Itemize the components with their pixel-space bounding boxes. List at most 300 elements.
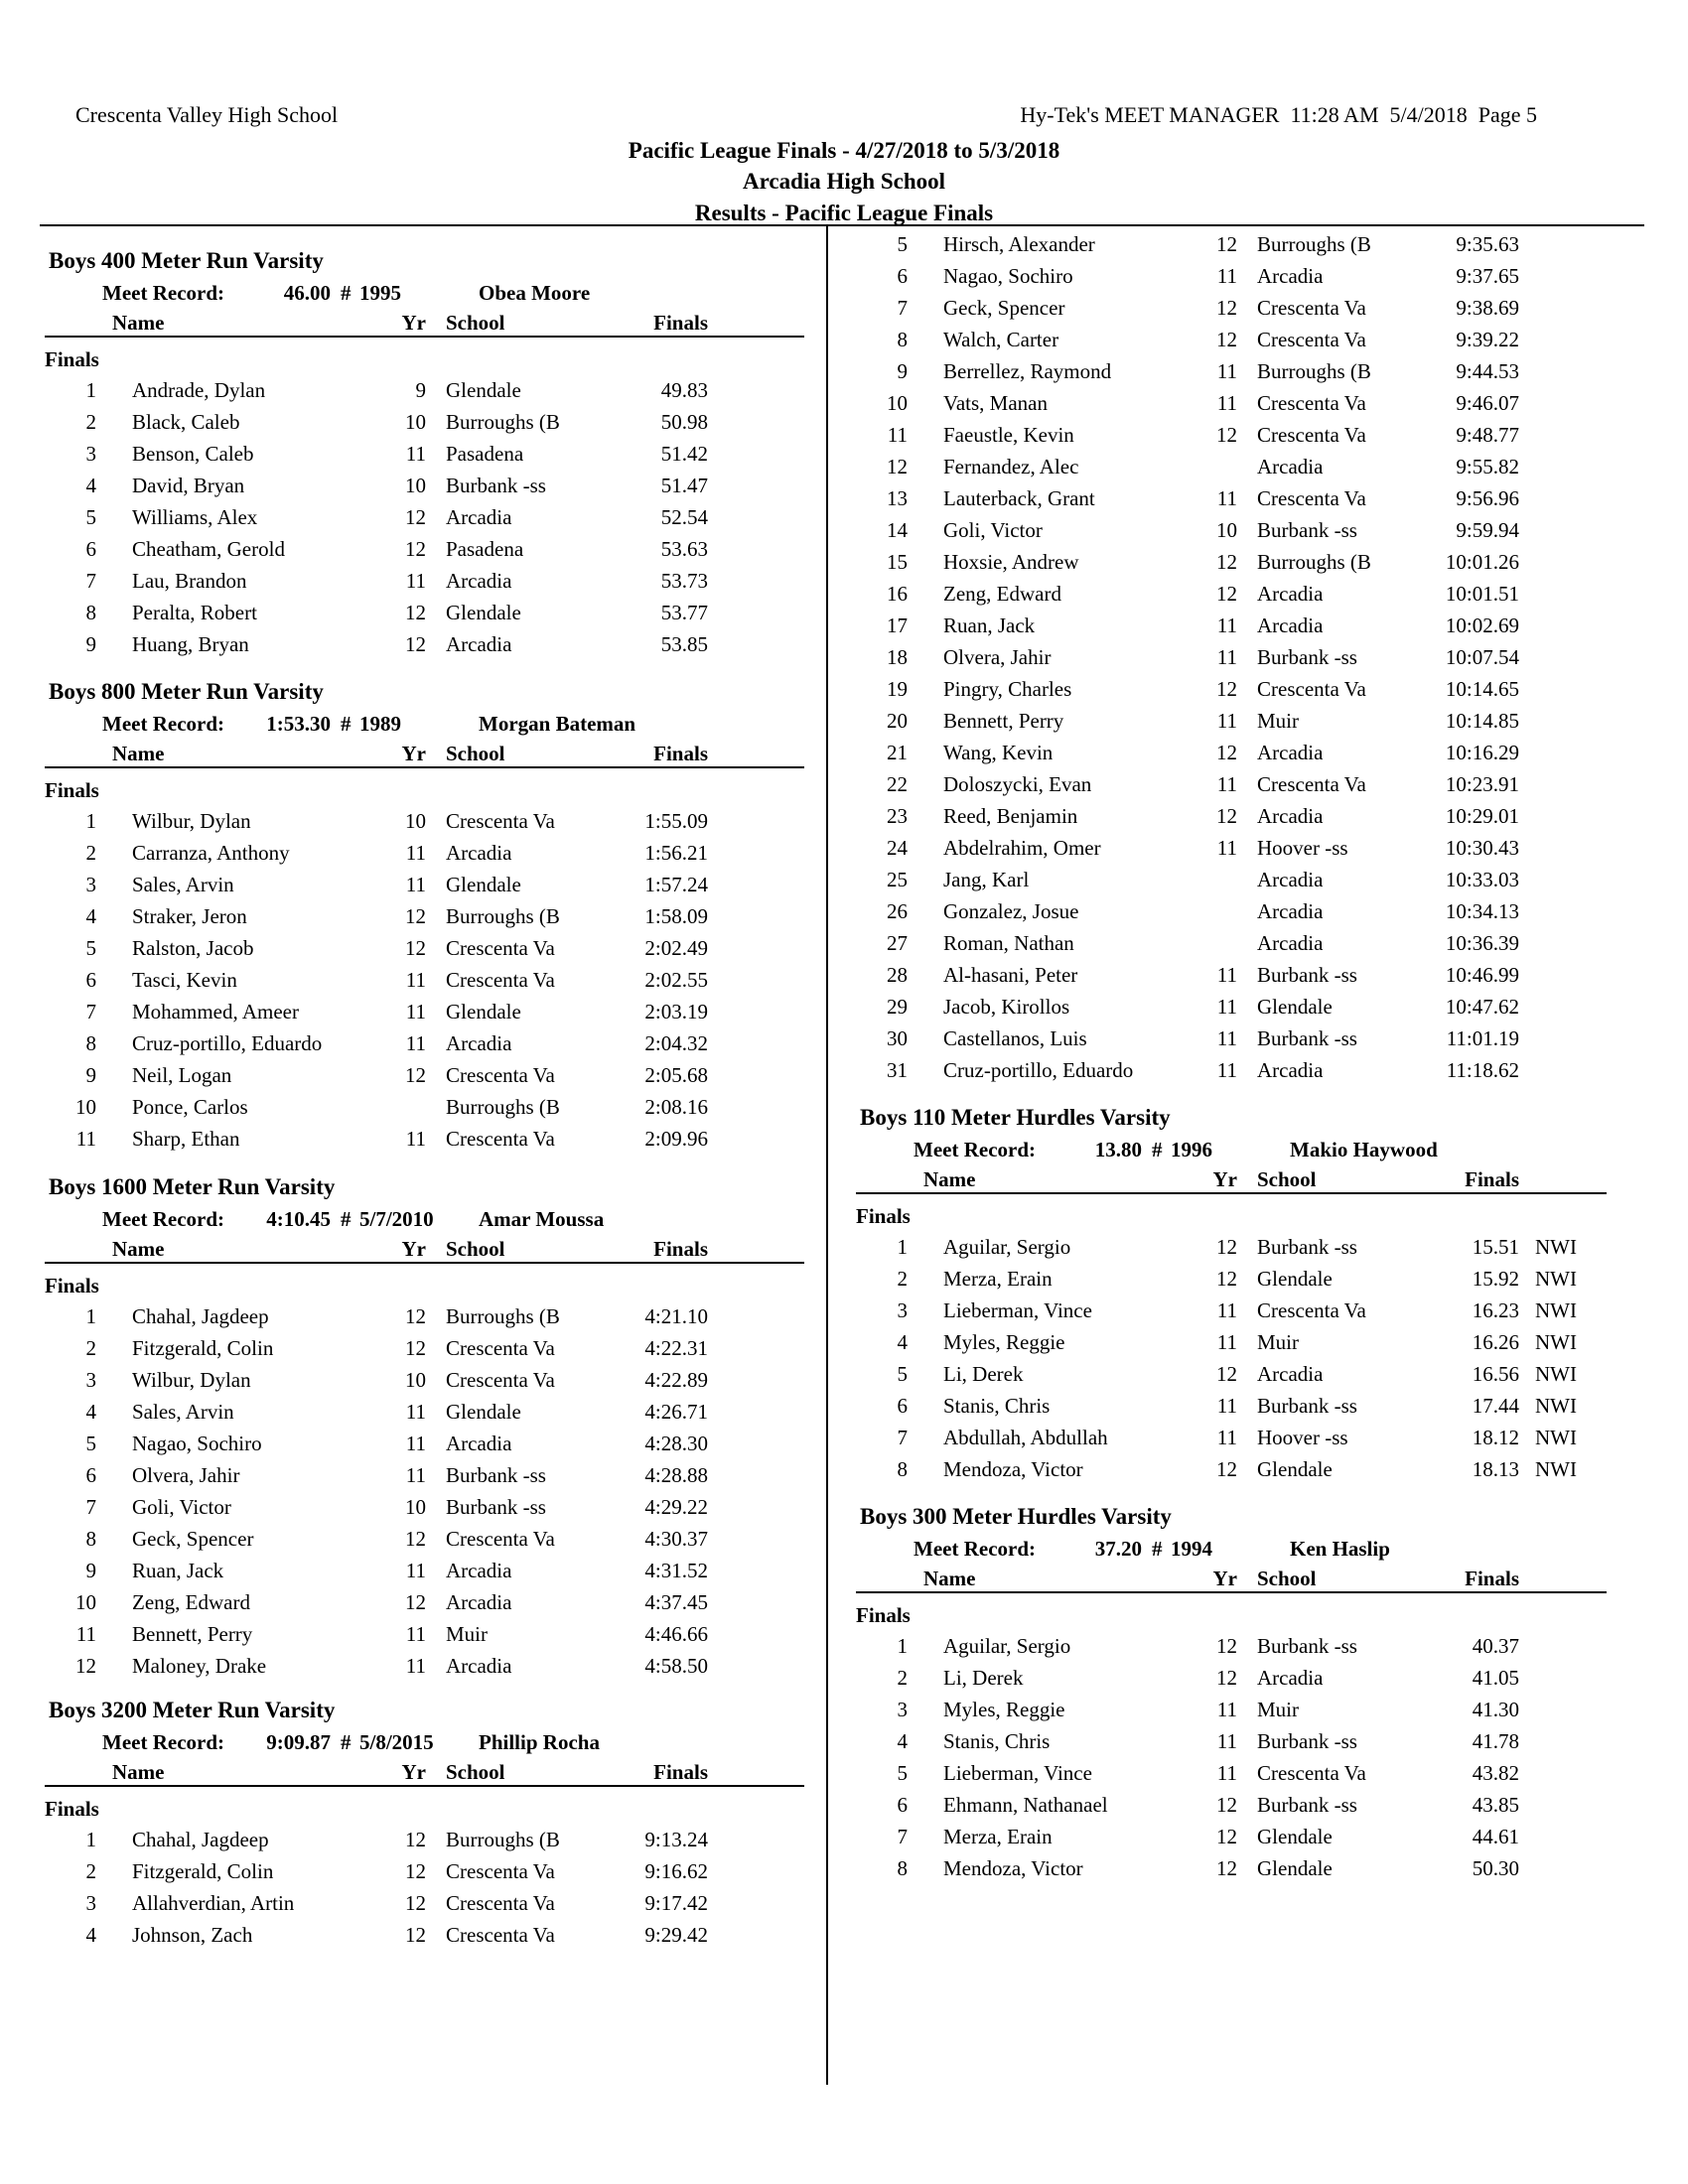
athlete-name-cell: Olvera, Jahir: [132, 1463, 240, 1487]
finals-time-cell: 41.30: [1472, 1698, 1519, 1721]
place-cell: 6: [85, 537, 96, 561]
year-cell: 12: [1216, 677, 1237, 701]
school-cell: Burbank -ss: [446, 474, 546, 497]
result-row: [45, 1523, 804, 1555]
result-row: [856, 959, 1607, 991]
school-cell: Burbank -ss: [1257, 518, 1357, 542]
school-cell: Arcadia: [1257, 582, 1324, 606]
place-cell: 1: [85, 809, 96, 833]
athlete-name-cell: Hoxsie, Andrew: [943, 550, 1079, 574]
finals-time-cell: 53.85: [660, 632, 708, 656]
athlete-name-cell: Bennett, Perry: [943, 709, 1064, 733]
year-cell: 12: [1216, 423, 1237, 447]
school-cell: Crescenta Va: [446, 1923, 555, 1947]
place-cell: 11: [887, 423, 908, 447]
finals-time-cell: 15.92: [1472, 1267, 1519, 1291]
place-cell: 16: [887, 582, 908, 606]
school-cell: Burbank -ss: [446, 1463, 546, 1487]
athlete-name-cell: Roman, Nathan: [943, 931, 1074, 955]
athlete-name-cell: Merza, Erain: [943, 1825, 1053, 1848]
athlete-name-cell: Gonzalez, Josue: [943, 899, 1079, 923]
meet-title: Pacific League Finals - 4/27/2018 to 5/3/2018: [628, 138, 1060, 163]
year-cell: 12: [405, 632, 426, 656]
athlete-name-cell: Abdullah, Abdullah: [943, 1426, 1108, 1449]
finals-time-cell: 40.37: [1472, 1634, 1519, 1658]
name-column-header: Name: [112, 742, 165, 765]
year-cell: 11: [1216, 836, 1237, 860]
finals-time-cell: 10:47.62: [1445, 995, 1519, 1019]
result-row: [45, 964, 804, 996]
athlete-name-cell: Olvera, Jahir: [943, 645, 1052, 669]
finals-time-cell: 1:58.09: [644, 904, 708, 928]
athlete-name-cell: Andrade, Dylan: [132, 378, 266, 402]
meet-record-line: [45, 277, 804, 309]
athlete-name-cell: David, Bryan: [132, 474, 245, 497]
year-cell: 12: [1216, 1825, 1237, 1848]
place-cell: 5: [897, 232, 908, 256]
record-label: Meet Record:: [914, 1537, 1037, 1561]
finals-time-cell: 9:29.42: [644, 1923, 708, 1947]
year-cell: 12: [405, 1859, 426, 1883]
athlete-name-cell: Stanis, Chris: [943, 1394, 1051, 1418]
school-cell: Arcadia: [446, 505, 512, 529]
wind-cell: NWI: [1535, 1362, 1577, 1386]
place-cell: 6: [85, 1463, 96, 1487]
record-label: Meet Record:: [102, 281, 225, 305]
year-cell: 11: [1216, 709, 1237, 733]
year-cell: 12: [405, 936, 426, 960]
school-cell: Glendale: [446, 601, 521, 624]
place-cell: 12: [887, 455, 908, 478]
finals-column-header: Finals: [653, 311, 708, 335]
result-row: [45, 1855, 804, 1887]
result-row: [856, 895, 1607, 927]
result-row: [856, 260, 1607, 292]
school-cell: Glendale: [1257, 995, 1333, 1019]
result-row: [45, 869, 804, 900]
finals-time-cell: 43.85: [1472, 1793, 1519, 1817]
year-cell: 12: [1216, 1235, 1237, 1259]
school-cell: Crescenta Va: [446, 968, 555, 992]
result-row: [856, 1263, 1607, 1295]
school-cell: Glendale: [1257, 1267, 1333, 1291]
athlete-name-cell: Ehmann, Nathanael: [943, 1793, 1108, 1817]
yr-column-header: Yr: [1212, 1567, 1237, 1590]
school-cell: Burbank -ss: [1257, 963, 1357, 987]
finals-time-cell: 16.23: [1472, 1298, 1519, 1322]
record-holder: Makio Haywood: [1290, 1138, 1438, 1161]
athlete-name-cell: Zeng, Edward: [132, 1590, 250, 1614]
school-cell: Burroughs (B: [1257, 359, 1371, 383]
year-cell: 12: [1216, 741, 1237, 764]
school-cell: Crescenta Va: [1257, 677, 1366, 701]
athlete-name-cell: Lieberman, Vince: [943, 1298, 1092, 1322]
finals-time-cell: 18.13: [1472, 1457, 1519, 1481]
year-cell: 11: [405, 873, 426, 896]
school-cell: Crescenta Va: [446, 809, 555, 833]
finals-time-cell: 18.12: [1472, 1426, 1519, 1449]
finals-time-cell: 10:33.03: [1445, 868, 1519, 891]
school-cell: Arcadia: [446, 1031, 512, 1055]
result-row: [856, 1630, 1607, 1662]
school-cell: Burroughs (B: [446, 1828, 560, 1851]
result-row: [45, 1364, 804, 1396]
athlete-name-cell: Merza, Erain: [943, 1267, 1053, 1291]
year-cell: 12: [1216, 582, 1237, 606]
place-cell: 6: [897, 1394, 908, 1418]
place-cell: 13: [887, 486, 908, 510]
record-mark: 4:10.45: [266, 1207, 331, 1231]
place-cell: 5: [85, 936, 96, 960]
result-row: [45, 1650, 804, 1682]
result-row: [45, 1555, 804, 1586]
result-row: [45, 932, 804, 964]
place-cell: 9: [85, 1559, 96, 1582]
result-row: [45, 1887, 804, 1919]
school-cell: Arcadia: [1257, 868, 1324, 891]
result-row: [856, 1757, 1607, 1789]
year-cell: 11: [1216, 359, 1237, 383]
school-cell: Arcadia: [1257, 804, 1324, 828]
school-cell: Crescenta Va: [446, 1859, 555, 1883]
athlete-name-cell: Allahverdian, Artin: [132, 1891, 295, 1915]
column-headers: [856, 1566, 1607, 1593]
finals-time-cell: 9:48.77: [1456, 423, 1519, 447]
place-cell: 5: [897, 1761, 908, 1785]
finals-time-cell: 15.51: [1472, 1235, 1519, 1259]
event-continuation-rows: [856, 228, 1607, 1086]
year-cell: 11: [1216, 1698, 1237, 1721]
athlete-name-cell: Ruan, Jack: [132, 1559, 224, 1582]
athlete-name-cell: Cruz-portillo, Eduardo: [132, 1031, 323, 1055]
record-mark: 1:53.30: [266, 712, 331, 736]
place-cell: 9: [897, 359, 908, 383]
place-cell: 10: [75, 1095, 96, 1119]
school-cell: Burbank -ss: [1257, 1634, 1357, 1658]
finals-time-cell: 53.77: [660, 601, 708, 624]
finals-time-cell: 10:36.39: [1445, 931, 1519, 955]
result-row: [856, 1662, 1607, 1694]
school-cell: Crescenta Va: [446, 1063, 555, 1087]
result-row: [856, 1054, 1607, 1086]
results-rows: [856, 1231, 1607, 1485]
wind-cell: NWI: [1535, 1298, 1577, 1322]
school-cell: Burbank -ss: [1257, 1026, 1357, 1050]
athlete-name-cell: Mendoza, Victor: [943, 1856, 1083, 1880]
school-column-header: School: [446, 311, 505, 335]
school-cell: Arcadia: [1257, 931, 1324, 955]
athlete-name-cell: Black, Caleb: [132, 410, 240, 434]
finals-time-cell: 2:04.32: [644, 1031, 708, 1055]
result-row: [856, 1422, 1607, 1453]
school-cell: Burroughs (B: [446, 1304, 560, 1328]
record-date: 1989: [359, 712, 401, 736]
year-cell: 11: [1216, 486, 1237, 510]
yr-column-header: Yr: [401, 311, 426, 335]
school-cell: Arcadia: [446, 1654, 512, 1678]
result-row: [856, 800, 1607, 832]
result-row: [45, 805, 804, 837]
school-cell: Arcadia: [1257, 899, 1324, 923]
finals-time-cell: 4:28.88: [644, 1463, 708, 1487]
place-cell: 11: [75, 1127, 96, 1151]
year-cell: 12: [405, 1828, 426, 1851]
athlete-name-cell: Maloney, Drake: [132, 1654, 267, 1678]
athlete-name-cell: Geck, Spencer: [132, 1527, 254, 1551]
athlete-name-cell: Carranza, Anthony: [132, 841, 290, 865]
school-cell: Arcadia: [1257, 264, 1324, 288]
athlete-name-cell: Ruan, Jack: [943, 614, 1036, 637]
athlete-name-cell: Li, Derek: [943, 1362, 1024, 1386]
school-cell: Burbank -ss: [1257, 1729, 1357, 1753]
finals-time-cell: 17.44: [1472, 1394, 1519, 1418]
year-cell: 10: [405, 474, 426, 497]
finals-time-cell: 53.63: [660, 537, 708, 561]
school-cell: Arcadia: [1257, 741, 1324, 764]
finals-time-cell: 11:01.19: [1446, 1026, 1519, 1050]
place-cell: 3: [85, 1891, 96, 1915]
result-row: [45, 1396, 804, 1428]
result-row: [45, 1618, 804, 1650]
finals-time-cell: 9:44.53: [1456, 359, 1519, 383]
athlete-name-cell: Myles, Reggie: [943, 1330, 1065, 1354]
place-cell: 8: [897, 1856, 908, 1880]
result-row: [45, 1027, 804, 1059]
school-cell: Arcadia: [1257, 455, 1324, 478]
school-cell: Glendale: [1257, 1856, 1333, 1880]
year-cell: 11: [405, 1622, 426, 1646]
place-cell: 4: [897, 1729, 908, 1753]
finals-time-cell: 10:29.01: [1445, 804, 1519, 828]
result-row: [45, 1428, 804, 1459]
year-cell: 12: [405, 1527, 426, 1551]
finals-time-cell: 10:14.85: [1445, 709, 1519, 733]
athlete-name-cell: Castellanos, Luis: [943, 1026, 1087, 1050]
athlete-name-cell: Berrellez, Raymond: [943, 359, 1112, 383]
finals-label: Finals: [856, 1204, 911, 1228]
record-separator: #: [341, 712, 352, 736]
event-title: Boys 110 Meter Hurdles Varsity: [860, 1105, 1171, 1130]
finals-time-cell: 9:37.65: [1456, 264, 1519, 288]
finals-time-cell: 9:46.07: [1456, 391, 1519, 415]
athlete-name-cell: Al-hasani, Peter: [943, 963, 1078, 987]
school-cell: Pasadena: [446, 537, 524, 561]
record-date: 5/8/2015: [359, 1730, 434, 1754]
column-headers: [45, 310, 804, 338]
place-cell: 10: [887, 391, 908, 415]
place-cell: 15: [887, 550, 908, 574]
record-holder: Amar Moussa: [479, 1207, 605, 1231]
athlete-name-cell: Hirsch, Alexander: [943, 232, 1095, 256]
record-mark: 46.00: [283, 281, 331, 305]
place-cell: 3: [897, 1298, 908, 1322]
finals-time-cell: 4:29.22: [644, 1495, 708, 1519]
school-cell: Arcadia: [1257, 1362, 1324, 1386]
place-cell: 1: [85, 378, 96, 402]
result-row: [45, 470, 804, 501]
results-title: Results - Pacific League Finals: [694, 201, 994, 225]
school-cell: Crescenta Va: [446, 936, 555, 960]
result-row: [45, 1059, 804, 1091]
year-cell: 11: [405, 968, 426, 992]
yr-column-header: Yr: [401, 1760, 426, 1784]
place-cell: 28: [887, 963, 908, 987]
result-row: [856, 1358, 1607, 1390]
school-cell: Muir: [446, 1622, 488, 1646]
place-cell: 7: [897, 1825, 908, 1848]
place-cell: 1: [897, 1634, 908, 1658]
place-cell: 4: [85, 904, 96, 928]
finals-time-cell: 10:01.51: [1445, 582, 1519, 606]
place-cell: 4: [85, 474, 96, 497]
result-row: [856, 768, 1607, 800]
year-cell: 12: [1216, 296, 1237, 320]
school-cell: Burroughs (B: [446, 1095, 560, 1119]
result-row: [45, 1123, 804, 1155]
athlete-name-cell: Lau, Brandon: [132, 569, 247, 593]
event-title: Boys 400 Meter Run Varsity: [49, 248, 324, 273]
event-title: Boys 3200 Meter Run Varsity: [49, 1698, 336, 1722]
finals-time-cell: 1:56.21: [644, 841, 708, 865]
result-row: [856, 927, 1607, 959]
finals-time-cell: 4:31.52: [644, 1559, 708, 1582]
place-cell: 22: [887, 772, 908, 796]
record-date: 1995: [359, 281, 401, 305]
year-cell: 10: [405, 410, 426, 434]
athlete-name-cell: Cruz-portillo, Eduardo: [943, 1058, 1134, 1082]
athlete-name-cell: Neil, Logan: [132, 1063, 232, 1087]
athlete-name-cell: Reed, Benjamin: [943, 804, 1078, 828]
finals-label: Finals: [45, 1274, 99, 1297]
place-cell: 21: [887, 741, 908, 764]
result-row: [856, 1789, 1607, 1821]
result-row: [856, 482, 1607, 514]
year-cell: 11: [1216, 614, 1237, 637]
record-holder: Morgan Bateman: [479, 712, 636, 736]
year-cell: 11: [1216, 645, 1237, 669]
athlete-name-cell: Tasci, Kevin: [132, 968, 237, 992]
place-cell: 1: [85, 1828, 96, 1851]
year-cell: 12: [1216, 1634, 1237, 1658]
finals-time-cell: 9:38.69: [1456, 296, 1519, 320]
athlete-name-cell: Bennett, Perry: [132, 1622, 253, 1646]
wind-cell: NWI: [1535, 1267, 1577, 1291]
school-cell: Muir: [1257, 1698, 1299, 1721]
school-cell: Burroughs (B: [446, 410, 560, 434]
finals-column-header: Finals: [653, 1760, 708, 1784]
result-row: [856, 1390, 1607, 1422]
result-row: [856, 1453, 1607, 1485]
finals-time-cell: 4:37.45: [644, 1590, 708, 1614]
school-cell: Arcadia: [1257, 614, 1324, 637]
name-column-header: Name: [112, 1237, 165, 1261]
place-cell: 12: [75, 1654, 96, 1678]
result-row: [45, 900, 804, 932]
finals-time-cell: 2:08.16: [644, 1095, 708, 1119]
school-cell: Pasadena: [446, 442, 524, 466]
results-rows: [45, 374, 804, 660]
finals-column-header: Finals: [653, 1237, 708, 1261]
host-school: Arcadia High School: [742, 169, 946, 194]
result-row: [45, 1459, 804, 1491]
place-cell: 7: [85, 569, 96, 593]
finals-time-cell: 9:55.82: [1456, 455, 1519, 478]
result-row: [856, 737, 1607, 768]
results-rows: [45, 805, 804, 1155]
school-cell: Crescenta Va: [1257, 1298, 1366, 1322]
finals-time-cell: 9:39.22: [1456, 328, 1519, 351]
result-row: [45, 533, 804, 565]
year-cell: 11: [1216, 1058, 1237, 1082]
result-row: [45, 1491, 804, 1523]
results-rows: [856, 1630, 1607, 1884]
result-row: [856, 1023, 1607, 1054]
results-rows: [45, 1824, 804, 1951]
meet-record-line: [856, 1134, 1607, 1165]
year-cell: 10: [405, 1495, 426, 1519]
result-row: [856, 578, 1607, 610]
athlete-name-cell: Mendoza, Victor: [943, 1457, 1083, 1481]
result-row: [856, 324, 1607, 355]
finals-time-cell: 16.56: [1472, 1362, 1519, 1386]
place-cell: 7: [85, 1495, 96, 1519]
record-date: 1996: [1171, 1138, 1212, 1161]
finals-time-cell: 50.98: [660, 410, 708, 434]
athlete-name-cell: Johnson, Zach: [132, 1923, 253, 1947]
result-row: [856, 1326, 1607, 1358]
finals-time-cell: 9:16.62: [644, 1859, 708, 1883]
place-cell: 5: [897, 1362, 908, 1386]
place-cell: 10: [75, 1590, 96, 1614]
place-cell: 23: [887, 804, 908, 828]
school-cell: Crescenta Va: [446, 1127, 555, 1151]
result-row: [856, 832, 1607, 864]
finals-time-cell: 10:14.65: [1445, 677, 1519, 701]
school-cell: Crescenta Va: [446, 1368, 555, 1392]
finals-label: Finals: [45, 1797, 99, 1821]
athlete-name-cell: Nagao, Sochiro: [943, 264, 1073, 288]
finals-time-cell: 2:02.49: [644, 936, 708, 960]
meet-manager-info: Hy-Tek's MEET MANAGER 11:28 AM 5/4/2018 Page 5: [1020, 102, 1537, 127]
finals-label: Finals: [45, 778, 99, 802]
school-cell: Arcadia: [1257, 1666, 1324, 1690]
record-separator: #: [341, 1730, 352, 1754]
place-cell: 31: [887, 1058, 908, 1082]
school-cell: Glendale: [446, 1400, 521, 1424]
athlete-name-cell: Chahal, Jagdeep: [132, 1304, 269, 1328]
year-cell: 11: [1216, 1026, 1237, 1050]
place-cell: 7: [897, 296, 908, 320]
record-date: 1994: [1171, 1537, 1212, 1561]
result-row: [856, 228, 1607, 260]
finals-time-cell: 53.73: [660, 569, 708, 593]
finals-time-cell: 4:46.66: [644, 1622, 708, 1646]
finals-time-cell: 10:34.13: [1445, 899, 1519, 923]
school-column-header: School: [446, 1237, 505, 1261]
school-cell: Muir: [1257, 709, 1299, 733]
finals-time-cell: 2:09.96: [644, 1127, 708, 1151]
year-cell: 12: [1216, 1362, 1237, 1386]
results-rows: [45, 1300, 804, 1682]
athlete-name-cell: Faeustle, Kevin: [943, 423, 1074, 447]
place-cell: 1: [897, 1235, 908, 1259]
finals-column-header: Finals: [1465, 1567, 1519, 1590]
year-cell: 11: [405, 1559, 426, 1582]
school-cell: Arcadia: [446, 569, 512, 593]
athlete-name-cell: Pingry, Charles: [943, 677, 1072, 701]
place-cell: 2: [85, 841, 96, 865]
finals-time-cell: 11:18.62: [1446, 1058, 1519, 1082]
